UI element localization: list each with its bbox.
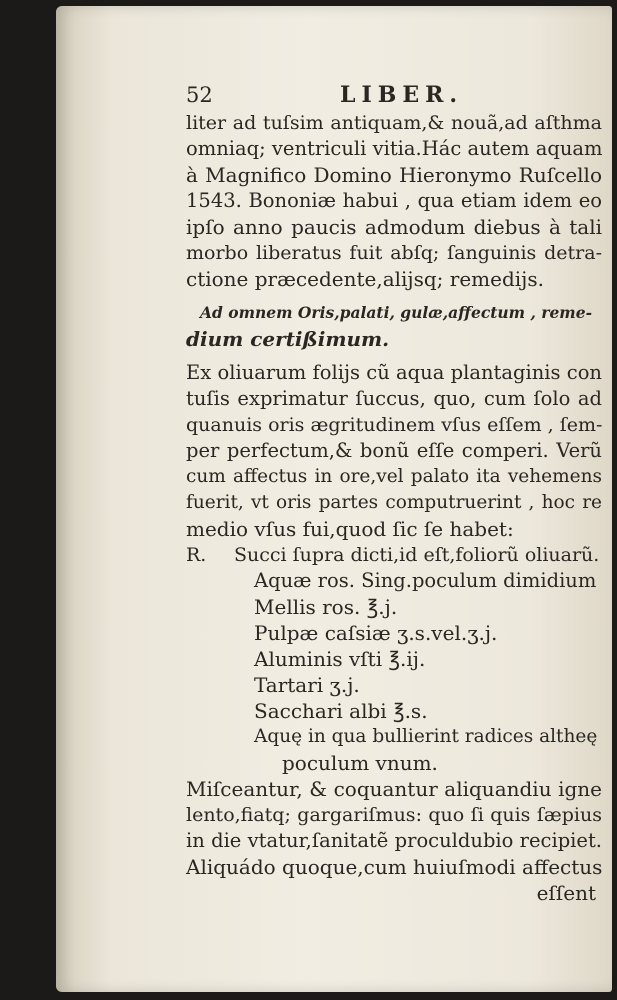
recipe-ingredient: Mellis ros. ℥.j. [254, 595, 398, 619]
text-line: Ex oliuarum folijs cũ aqua plantaginis con [186, 361, 602, 384]
running-head: LIBER. [340, 82, 464, 108]
text-line: per perfectum,& bonũ eſſe comperi. Verũ [186, 439, 602, 462]
text-line: medio vſus fui,quod ſic ſe habet: [186, 517, 514, 541]
text-line: ipſo anno paucis admodum diebus à tali [186, 215, 602, 239]
recipe-line [186, 542, 602, 568]
catchword: eſſent [536, 881, 596, 905]
recipe-symbol: R. [186, 544, 207, 566]
recipe-ingredient: Succi ſupra dicti,id eſt,foliorũ oliuarũ. [234, 544, 600, 566]
recipe-ingredient: Tartari ʒ.j. [254, 673, 360, 697]
recipe-ingredient: Aquæ ros. Sing.poculum dimidium [254, 569, 597, 592]
text-line: ctione præcedente,alijsq; remedijs. [186, 267, 544, 291]
page-header [186, 80, 602, 110]
text-line: in die vtatur,ſanitatẽ proculdubio recipiet. [186, 829, 602, 852]
text-line: cum affectus in ore,vel palato ita vehemens [186, 466, 602, 487]
recipe-ingredient: Sacchari albi ℥.s. [254, 699, 428, 723]
page-text [186, 80, 602, 906]
page-number: 52 [186, 83, 213, 107]
recipe-ingredient: poculum vnum. [282, 751, 438, 775]
text-line: liter ad tuſsim antiquam,& nouã,ad aſthma [186, 112, 602, 134]
recipe-ingredient: Aquę in qua bullierint radices altheę [254, 726, 598, 747]
section-heading: dium certißimum. [186, 327, 390, 351]
recipe-ingredient: Pulpæ caſsiæ ʒ.s.vel.ʒ.j. [254, 621, 498, 645]
text-line: tuſis exprimatur ſuccus, quo, cum ſolo ad [186, 387, 602, 410]
text-line: lento,fiatq; gargariſmus: quo ſi quis ſæpius [186, 804, 602, 826]
text-line: fuerit, vt oris partes computruerint , hoc re [186, 492, 602, 513]
text-line: quanuis oris ægritudinem vſus eſſem , ſem- [186, 414, 603, 436]
text-line: morbo liberatus fuit abſq; ſanguinis detra- [186, 242, 602, 264]
text-line: 1543. Bononiæ habui , qua etiam idem eo [186, 189, 602, 212]
recipe-ingredient: Aluminis vſti ℥.ij. [254, 647, 426, 671]
section-heading: Ad omnem Oris,palati, gulæ,affectum , reme- [200, 303, 592, 322]
text-line: Miſceantur, & coquantur aliquandiu igne [186, 777, 602, 801]
text-line: à Magnifico Domino Hieronymo Ruſcello [186, 163, 602, 187]
text-line: omniaq; ventriculi vitia.Hác autem aquam [186, 137, 603, 160]
text-line: Aliquádo quoque,cum huiuſmodi affectus [186, 855, 603, 879]
